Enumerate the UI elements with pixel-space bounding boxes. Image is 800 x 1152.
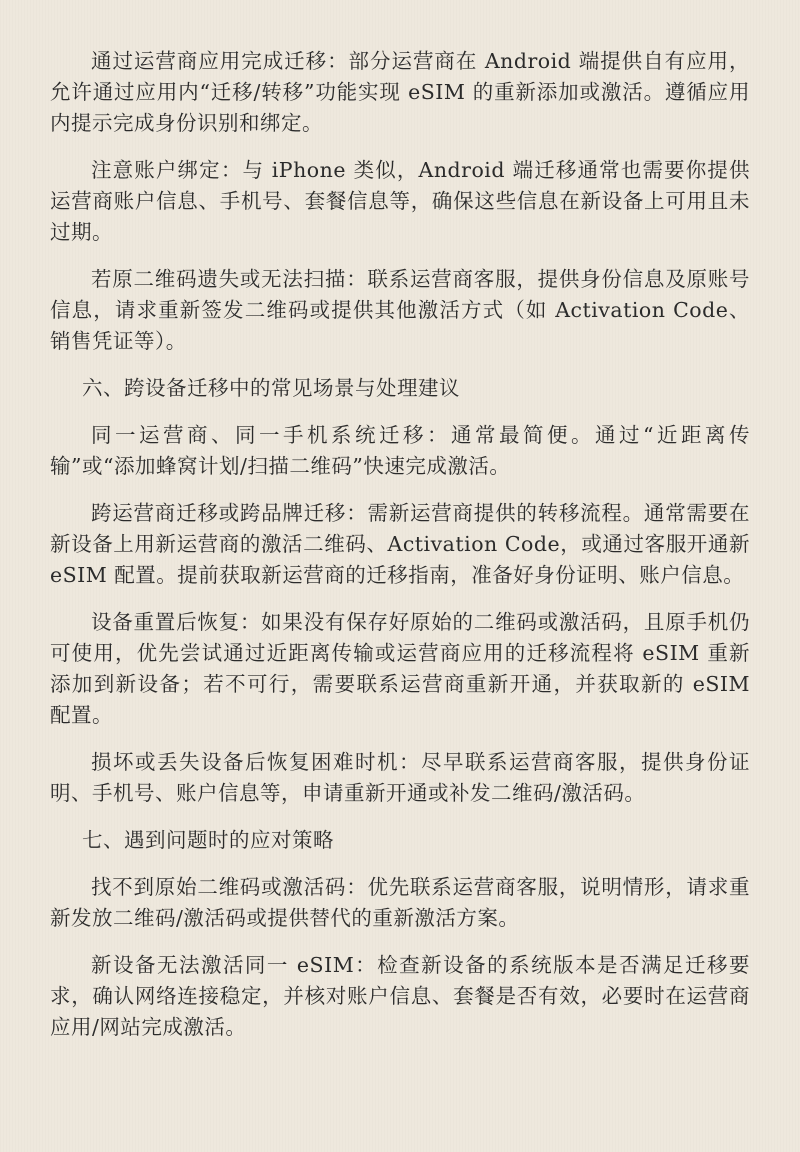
- paragraph-activation-failure: 新设备无法激活同一 eSIM：检查新设备的系统版本是否满足迁移要求，确认网络连接稳定，并核对账户信息、套餐是否有效，必要时在运营商应用/网站完成激活。: [50, 953, 750, 1039]
- section-heading-7: 七、遇到问题时的应对策略: [82, 828, 334, 852]
- paragraph-carrier-app-migration: 通过运营商应用完成迁移：部分运营商在 Android 端提供自有应用，允许通过应用内“迁移/转移”功能实现 eSIM 的重新添加或激活。遵循应用内提示完成身份识别和绑定。: [50, 49, 750, 135]
- paragraph-account-binding: 注意账户绑定：与 iPhone 类似，Android 端迁移通常也需要你提供运营商账户信息、手机号、套餐信息等，确保这些信息在新设备上可用且未过期。: [50, 158, 750, 244]
- paragraph-missing-code: 找不到原始二维码或激活码：优先联系运营商客服，说明情形，请求重新发放二维码/激活码或提供替代的重新激活方案。: [50, 875, 750, 930]
- paragraph-device-reset: 设备重置后恢复：如果没有保存好原始的二维码或激活码，且原手机仍可使用，优先尝试通过近距离传输或运营商应用的迁移流程将 eSIM 重新添加到新设备；若不可行，需要联系运营商重新开通，并获取新的 eSIM 配置。: [50, 610, 750, 727]
- section-heading-6: 六、跨设备迁移中的常见场景与处理建议: [82, 376, 460, 400]
- paragraph-cross-carrier: 跨运营商迁移或跨品牌迁移：需新运营商提供的转移流程。通常需要在新设备上用新运营商的激活二维码、Activation Code，或通过客服开通新 eSIM 配置。提前获取新运营商的迁移指南，准备好身份证明、账户信息。: [50, 501, 750, 587]
- paragraph-same-carrier: 同一运营商、同一手机系统迁移：通常最简便。通过“近距离传输”或“添加蜂窝计划/扫描二维码”快速完成激活。: [50, 423, 750, 478]
- paragraph-lost-device: 损坏或丢失设备后恢复困难时机：尽早联系运营商客服，提供身份证明、手机号、账户信息等，申请重新开通或补发二维码/激活码。: [50, 750, 750, 805]
- paragraph-lost-qr-code: 若原二维码遗失或无法扫描：联系运营商客服，提供身份信息及原账号信息，请求重新签发二维码或提供其他激活方式（如 Activation Code、销售凭证等）。: [50, 267, 750, 353]
